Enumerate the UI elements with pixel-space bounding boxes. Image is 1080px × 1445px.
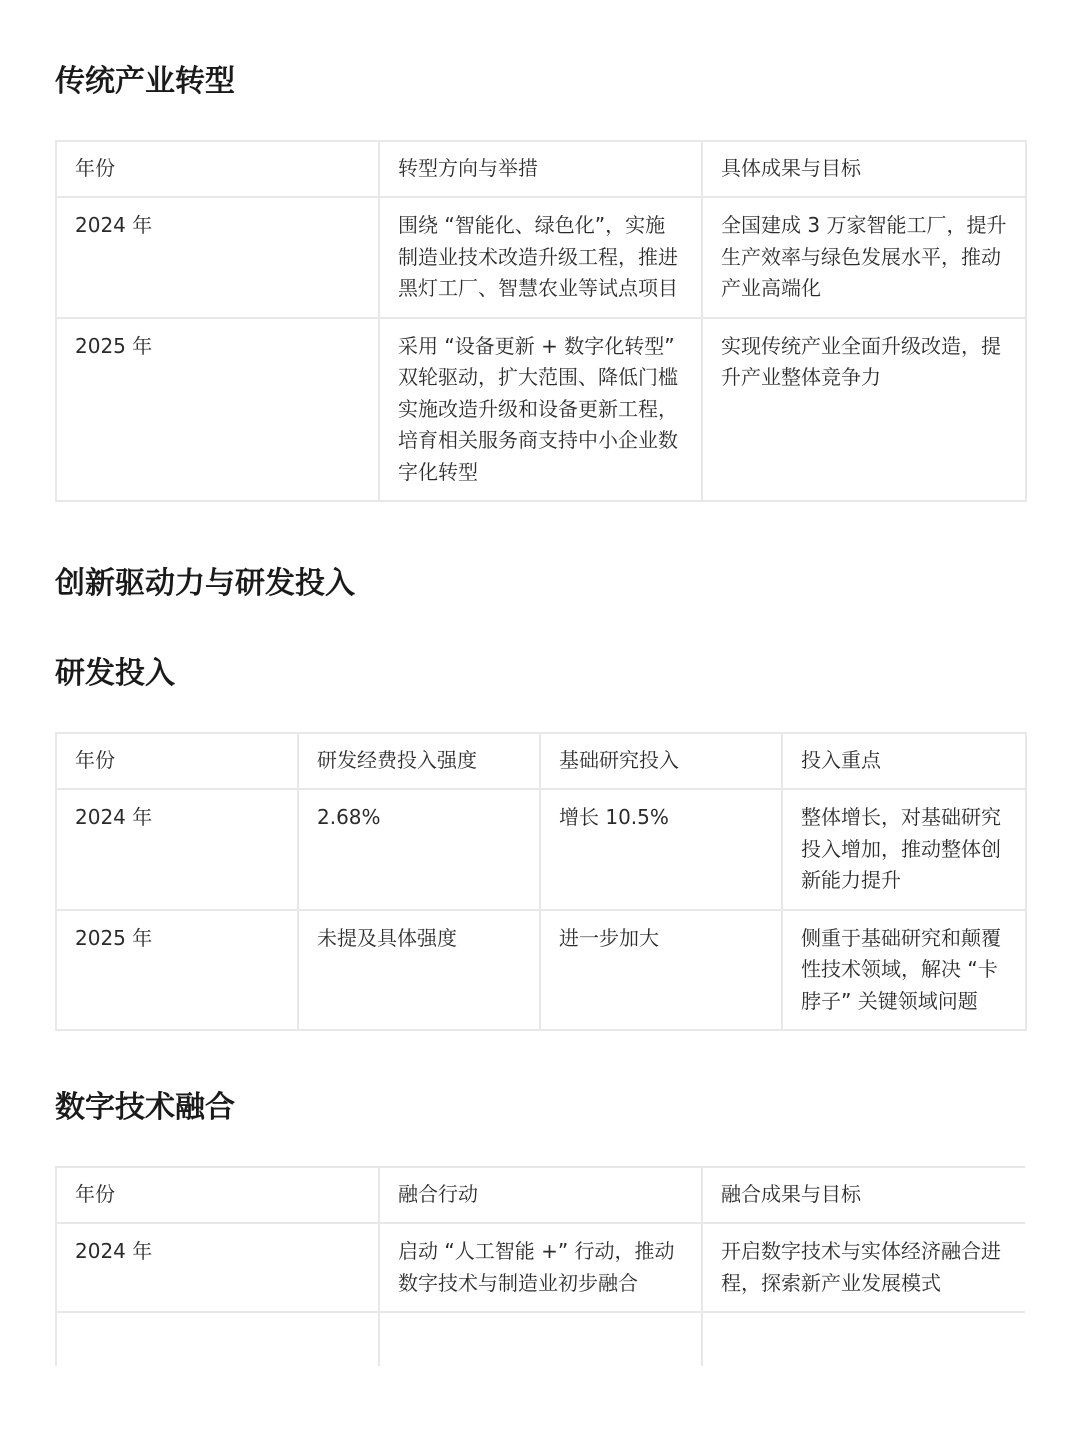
column-header: 年份 xyxy=(56,1167,379,1223)
table-digital-integration xyxy=(55,1166,1025,1366)
table-cell: 实现传统产业全面升级改造，提升产业整体竞争力 xyxy=(702,318,1026,502)
section-title-rd-investment: 研发投入 xyxy=(55,656,175,691)
column-header: 融合成果与目标 xyxy=(702,1167,1025,1223)
table-cell: 未提及具体强度 xyxy=(298,910,540,1031)
table-row xyxy=(56,789,1026,910)
section-title-innovation: 创新驱动力与研发投入 xyxy=(55,566,355,601)
column-header: 年份 xyxy=(56,141,379,197)
table-row xyxy=(56,1223,1025,1312)
section-title-digital-integration: 数字技术融合 xyxy=(55,1090,235,1125)
table-cell: 2025 年 xyxy=(56,318,379,502)
table-cell: 增长 10.5% xyxy=(540,789,782,910)
column-header: 基础研究投入 xyxy=(540,733,782,789)
column-header: 具体成果与目标 xyxy=(702,141,1026,197)
table-cell: 2024 年 xyxy=(56,197,379,318)
table-row-partial xyxy=(56,1312,1025,1366)
column-header: 研发经费投入强度 xyxy=(298,733,540,789)
column-header: 投入重点 xyxy=(782,733,1026,789)
table-cell: 采用 “设备更新 + 数字化转型” 双轮驱动，扩大范围、降低门槛实施改造升级和设备更新工程，培育相关服务商支持中小企业数字化转型 xyxy=(379,318,702,502)
table-header-row xyxy=(56,733,1026,789)
table-cell: 侧重于基础研究和颠覆性技术领域，解决 “卡脖子” 关键领域问题 xyxy=(782,910,1026,1031)
table-digital-integration-viewport xyxy=(55,1166,1025,1366)
table-row xyxy=(56,197,1026,318)
table-cell: 围绕 “智能化、绿色化”，实施制造业技术改造升级工程，推进黑灯工厂、智慧农业等试点项目 xyxy=(379,197,702,318)
table-cell: 进一步加大 xyxy=(540,910,782,1031)
table-cell: 2024 年 xyxy=(56,789,298,910)
table-row xyxy=(56,318,1026,502)
table-header-row xyxy=(56,141,1026,197)
column-header: 融合行动 xyxy=(379,1167,702,1223)
table-cell: 全国建成 3 万家智能工厂，提升生产效率与绿色发展水平，推动产业高端化 xyxy=(702,197,1026,318)
table-cell-empty xyxy=(379,1312,702,1366)
table-cell: 启动 “人工智能 +” 行动，推动数字技术与制造业初步融合 xyxy=(379,1223,702,1312)
table-cell: 2025 年 xyxy=(56,910,298,1031)
table-rd-investment xyxy=(55,732,1027,1031)
table-cell: 2024 年 xyxy=(56,1223,379,1312)
table-row xyxy=(56,910,1026,1031)
table-cell: 开启数字技术与实体经济融合进程，探索新产业发展模式 xyxy=(702,1223,1025,1312)
table-cell-empty xyxy=(56,1312,379,1366)
table-cell: 整体增长，对基础研究投入增加，推动整体创新能力提升 xyxy=(782,789,1026,910)
table-header-row xyxy=(56,1167,1025,1223)
column-header: 转型方向与举措 xyxy=(379,141,702,197)
table-cell: 2.68% xyxy=(298,789,540,910)
table-cell-empty xyxy=(702,1312,1025,1366)
column-header: 年份 xyxy=(56,733,298,789)
table-traditional-industry xyxy=(55,140,1027,502)
section-title-traditional-industry: 传统产业转型 xyxy=(55,64,235,99)
